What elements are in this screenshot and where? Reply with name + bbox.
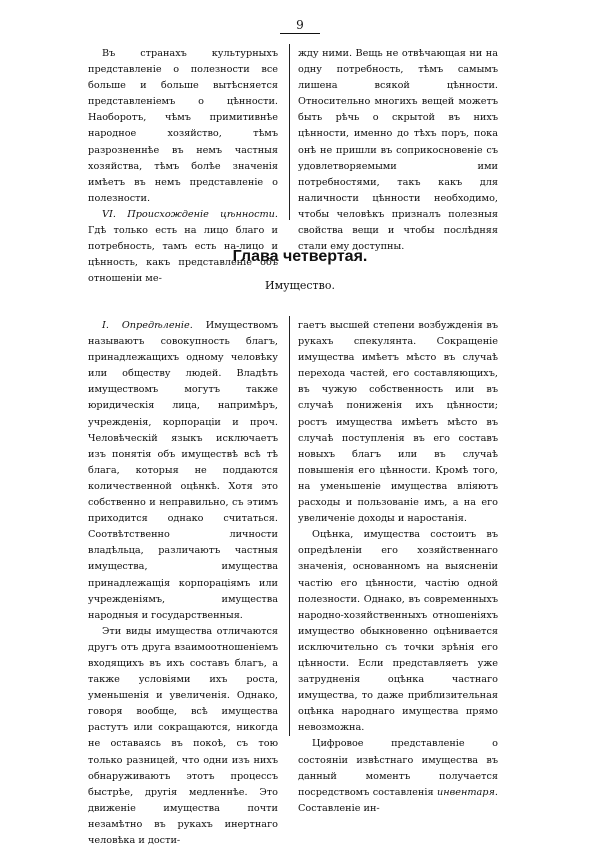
- paragraph-inventory-end: . Составленіе ин-: [298, 786, 498, 814]
- top-column-divider: [289, 44, 290, 220]
- paragraph-definition: [88, 318, 278, 624]
- paragraph-origin-of-value-text: Гдѣ только есть на лицо благо и потребность, тамъ есть на-лицо и цѣнность, какъ представленіе объ отношеніи ме-: [88, 225, 278, 285]
- paragraph-need-relationship: жду ними. Вещь не отвѣчающая ни на одну потребность, тѣмъ самымъ лишена всякой цѣнности. Относительно многихъ вещей можетъ быть рѣчь о скрытой въ нихъ цѣнности, именно до тѣхъ поръ, пока онѣ не пришли въ соприкосновеніе съ удовлетворяемыми ими потребностями, такъ какъ для наличности цѣнности необходимо, чтобы человѣкъ призналъ полезныя свойства вещи и чтобы послѣдняя стали ему доступны.: [298, 48, 498, 253]
- paragraph-types-of-property: Эти виды имущества отличаются другъ отъ друга взаимоотношеніемъ входящихъ въ ихъ составъ благъ, а также условіями ихъ роста, уменьшенія и увеличенія. Однако, говоря вообще, всѣ имущества растутъ или сокращаются, никогда не оставаясь въ покоѣ, съ тою только разницей, что одни изъ нихъ обнаруживаютъ этотъ процессъ быстрѣе, другія медленнѣе. Это движеніе имущества почти незамѣтно въ рукахъ инертнаго человѣка и дости-: [88, 625, 278, 846]
- paragraph-cultural-countries: Въ странахъ культурныхъ представленіе о полезности все больше и больше вытѣсняется представленіемъ о цѣнности. Наоборотъ, чѣмъ примитивнѣе народное хозяйство, тѣмъ разрозненнѣе въ немъ частныя хозяйства, тѣмъ болѣе значенія имѣетъ въ немъ представленіе о полезности.: [88, 48, 278, 204]
- top-right-column: [298, 46, 498, 255]
- page-number-text: 9: [280, 18, 320, 34]
- page-number: [0, 18, 600, 34]
- term-inventory: инвентаря: [436, 786, 495, 798]
- paragraph-property-movement: гаетъ высшей степени возбужденія въ рукахъ спекулянта. Сокращеніе имущества имѣетъ мѣсто въ случаѣ перехода частей, его составляющихъ, въ чужую собственность или въ случаѣ пониженія ихъ цѣнности; ростъ имущества имѣетъ мѣсто въ случаѣ поступленія въ его составъ новыхъ благъ или въ случаѣ повышенія его цѣнности. Кромѣ того, на уменьшеніе имущества вліяютъ расходы и пользованіе имъ, а на его увеличеніе доходы и наростанія.: [298, 320, 498, 525]
- bottom-left-column: [88, 318, 278, 849]
- chapter-title: Глава четвертая.: [232, 248, 368, 265]
- paragraph-inventory-start: Цифровое представленіе о состояніи извѣстнаго имущества въ данный моментъ получается посредствомъ составленія: [298, 738, 498, 798]
- section-heading-definition: I. Опредѣленіе.: [102, 320, 193, 331]
- bottom-column-divider: [289, 316, 290, 736]
- bottom-right-column: [298, 318, 498, 817]
- paragraph-valuation: Оцѣнка, имущества состоитъ въ опредѣленіи его хозяйственнаго значенія, основанномъ на выясненіи частію его цѣнности, частію одной полезности. Однако, въ современныхъ народно-хозяйственныхъ отношеніяхъ имущество обыкновенно оцѣнивается исключительно съ точки зрѣнія его цѣнности. Если представляетъ уже затрудненія оцѣнка частнаго имущества, то даже приблизительная оцѣнка народнаго имущества прямо невозможна.: [298, 529, 498, 734]
- section-heading-origin-of-value: VI. Происхожденіе цѣнности.: [102, 208, 278, 220]
- paragraph-definition-text: Имуществомъ называютъ совокупность благъ, принадлежащихъ одному человѣку или обществу людей. Владѣть имуществомъ могутъ также юридическія лица, напримѣръ, учрежденія, корпораціи и проч. Человѣческій языкъ исключаетъ изъ понятія объ имуществѣ всѣ тѣ блага, которыя не поддаются количественной оцѣнкѣ. Хотя это собственно и неправильно, съ этимъ приходится однако считаться. Соотвѣтственно личности владѣльца, различаютъ частныя имущества, имущества принадлежащія корпораціямъ или учрежденіямъ, имущества народныя и государственныя.: [88, 320, 278, 621]
- chapter-subtitle: Имущество.: [265, 279, 335, 292]
- paragraph-inventory: [298, 736, 498, 816]
